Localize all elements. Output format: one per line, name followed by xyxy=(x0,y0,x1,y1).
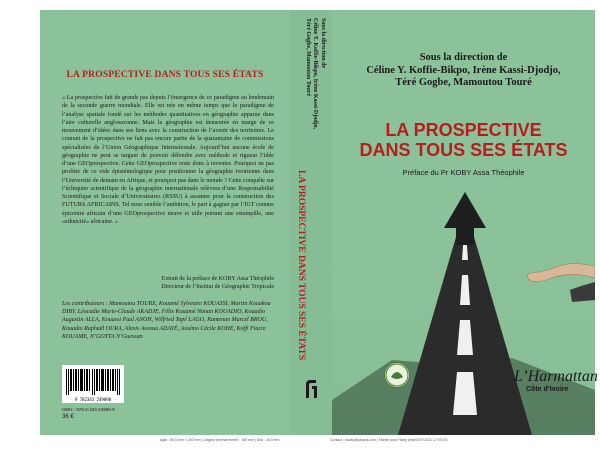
price: 36 € xyxy=(62,414,74,420)
spine-authors-line-2: Téré Gogbe, Mamoutou Touré xyxy=(305,18,311,96)
book-spine xyxy=(290,10,332,435)
isbn: ISBN : 978-2-343-24989-8 xyxy=(62,407,115,412)
partner-institution-logo-icon xyxy=(384,362,410,388)
back-cover xyxy=(40,10,290,435)
attribution-line-1: Extrait de la préface de KOBY Assa Théophile xyxy=(161,276,274,282)
barcode-icon xyxy=(66,369,120,395)
preface-excerpt xyxy=(62,94,274,226)
barcode-number: 9 782343 249898 xyxy=(74,397,112,402)
spine-direction-line: Sous la direction de xyxy=(320,18,326,69)
spine-authors-line-1: Céline Y. Koffie-Bikpo, Irène Kassi-Djodjo, xyxy=(312,18,319,130)
cover-illustration-road-arrow xyxy=(332,190,598,435)
back-cover-title: LA PROSPECTIVE DANS TOUS SES ÉTATS xyxy=(66,70,264,80)
front-title xyxy=(332,120,595,160)
spine-authors xyxy=(304,18,327,129)
preface-credit: Préface du Pr KOBY Assa Théophile xyxy=(402,168,525,177)
front-title-line-2: DANS TOUS SES ÉTATS xyxy=(359,140,568,160)
publisher-name: L’Harmattan xyxy=(514,368,598,385)
publisher-logo xyxy=(514,368,598,393)
barcode xyxy=(62,365,124,403)
front-authors-line-2: Téré Gogbe, Mamoutou Touré xyxy=(395,77,532,88)
excerpt-attribution xyxy=(62,275,274,291)
print-info-left: Agfa : 60,5 mm × 240 mm | Largeur (format fermé) : 155 mm | Dos : 16,3 mm xyxy=(160,438,280,442)
publisher-country: Côte d’Ivoire xyxy=(526,386,569,393)
contributors-list: Les contributeurs : Mamoutou TOURE, Kouamé Sylvestre KOUASSI, Martin Kouakou DIBY, Léocadie Marie-Claude AKADJE, Félix Kouamé Nanan KOUADIO, Kouadio Augustin ALLA, Kouassi Paul ANOH, Wilfried Tapé LAGO, Kamenan Marcel BROU, Kouadio Raphaël OURA, Alexis Assoua ADAYÉ, Assémo Cécile KOHE, Koffi Fiacre KOUAME, N’GOTTA N’Guessan xyxy=(62,301,271,340)
front-direction-line: Sous la direction de xyxy=(419,52,508,63)
front-authors xyxy=(332,52,595,90)
front-authors-line-1: Céline Y. Koffie-Bikpo, Irène Kassi-Djodjo, xyxy=(366,64,561,76)
preface-excerpt-text: « La prospective fait de grands pas depuis l’émergence de ce paradigme au lendemain de la seconde guerre mondiale. Elle est née en même temps que le paradigme de l’analyse spatiale fondé sur les méthodes quantitatives en géographie apparue dans l’aire culturelle anglosaxonne. Mais la géographie est demeurée en marge de ce mouvement d’idées dans ses liens avec la construction de l’avenir des territoires. Le courant de la prospective ne fait pas encore partie de la quarantaine de commissions spécialisées de l’Union Géographique Internationale. Aujourd’hui aucune école de géographie ne peut se targuer de pouvoir défendre avec méthode et rigueur l’idée d’une GEOprospective. Cette GEOprospective reste donc à inventer. Pourquoi ne pas profiter de ce vide épistémologique pour positionner la géographie ivoirienne dans l’Université de demain en Afrique, et pourquoi pas dans le monde ? Cette conquête sur l’échiquier scientifique de la géographie internationale relèvera d’une Responsabilité Scientifique et Sociale d’Universitaires (RSSU) à assumer pour la construction des FUTURS AFRICAINS. Tel nous semble l’ambition, le pari à gagner par l’IGT comme épicentre africain d’une GEOprospective neuve et utile portant une estampille, une «ethnicité» africaine. » xyxy=(62,95,274,225)
harmattan-spine-logo-icon xyxy=(302,378,320,400)
book-cover xyxy=(40,10,598,435)
front-title-line-1: LA PROSPECTIVE xyxy=(385,120,542,140)
spine-title: LA PROSPECTIVE DANS TOUS SES ÉTATS xyxy=(296,170,306,361)
attribution-line-2: Directeur de l’Institut de Géographie Tropicale xyxy=(161,284,274,290)
print-info-right: Contact : studio@zarpus.com | Fichier pour Harry (mail 5/07/2021 17:00:01) xyxy=(330,438,448,442)
front-cover xyxy=(332,10,598,435)
